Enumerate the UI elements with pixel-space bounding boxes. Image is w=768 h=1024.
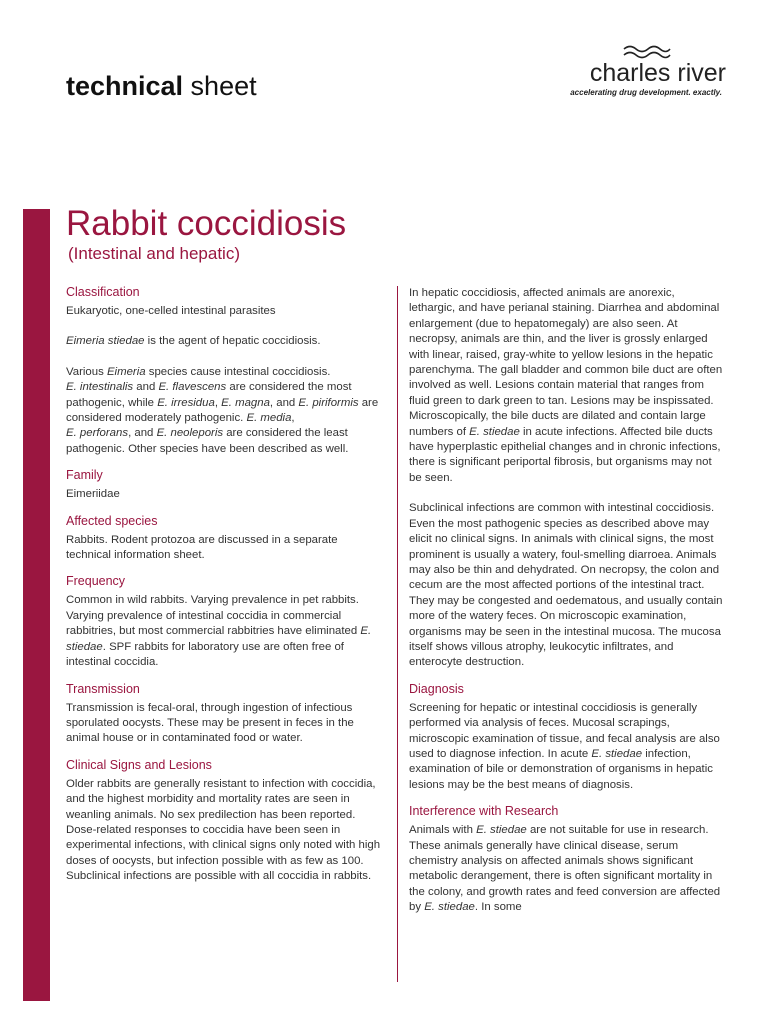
transmission-heading: Transmission <box>66 681 140 696</box>
classification-text-1: Eukaryotic, one-celled intestinal parasites <box>66 305 276 317</box>
species-name: Eimeria stiedae <box>66 335 145 348</box>
text-run: infection, examination of bile or demonstration of organisms in hepatic lesions may be the best means of diagnosis. <box>409 747 713 791</box>
family-text: Eimeriidae <box>66 488 120 501</box>
species-name: E. piriformis <box>298 396 359 409</box>
document-subtitle: (Intestinal and hepatic) <box>68 244 240 263</box>
species-name: E. neoleporis <box>156 427 224 440</box>
text-run: are not suitable for use in research. These animals generally have clinical disease, serum chemistry analysis on affected animals shows significant metabolic derangement, there is often significant mortality in the colony, and growth rates and feed conversion are affected by <box>409 824 721 914</box>
sheet-type-label <box>66 68 257 104</box>
species-name: E. stiedae <box>424 901 475 914</box>
text-run: , <box>214 396 222 409</box>
family-section <box>66 467 384 502</box>
transmission-text: Transmission is fecal-oral, through ingestion of infectious sporulated oocysts. These may be present in feces in the animal house or in contaminated food or water. <box>66 701 354 745</box>
interference-text <box>409 823 723 915</box>
species-name: E. stiedae <box>66 625 372 653</box>
text-run: are considered the most pathogenic, while <box>66 381 352 409</box>
right-column <box>397 286 723 982</box>
accent-side-bar <box>23 209 50 1001</box>
diagnosis-text <box>409 701 723 793</box>
frequency-text <box>66 593 384 670</box>
left-column <box>66 284 384 895</box>
text-run: are considered the least pathogenic. Other species have been described as well. <box>66 427 349 455</box>
clinical-signs-text-1: Older rabbits are generally resistant to infection with coccidia, and the highest morbidity and mortality rates are seen in weanling animals. No sex predilection has been reported. Dose-related responses to coccidia have been seen in experimental infections, with clinical signs only noted with high doses of oocysts, but infection possible with as few as 100. Subclinical infections are possible with all coccidia in rabbits. <box>66 777 381 883</box>
logo-name: charles river <box>589 59 726 87</box>
charles-river-logo <box>556 44 726 100</box>
interference-section <box>409 803 723 915</box>
text-run: are considered moderately pathogenic. <box>66 396 379 425</box>
classification-text-2 <box>66 334 384 349</box>
text-run: in acute infections. Affected bile ducts have hyperplastic epithelial changes and in chronic infections, there is significant periportal fibrosis, but organisms may not be seen. <box>409 425 721 484</box>
affected-species-heading: Affected species <box>66 513 158 528</box>
classification-section <box>66 284 384 457</box>
sheet-type-rest: sheet <box>183 71 257 101</box>
family-heading: Family <box>66 468 103 483</box>
diagnosis-section <box>409 681 723 793</box>
text-run: is the agent of hepatic coccidiosis. <box>144 335 321 348</box>
interference-heading: Interference with Research <box>409 804 559 819</box>
affected-species-section <box>66 513 384 564</box>
transmission-section <box>66 681 384 747</box>
sheet-type-bold: technical <box>66 71 184 101</box>
species-name: E. irresidua <box>157 396 215 409</box>
clinical-signs-text-3: Subclinical infections are common with intestinal coccidiosis. Even the most pathogenic species as described above may elicit no clinical signs. In animals with clinical signs, the most prominent is usually a watery, foul-smelling diarroea. Animals may also be thin and dehydrated. On necropsy, the colon and cecum are the most affected portions of the intestinal tract. They may be congested and oedematous, and usually contain more of the watery feces. On microscopic examination, organisms may be seen in the intestinal mucosa. The mucosa itself shows villous atrophy, leukocytic infiltrates, and enterocyte destruction. <box>409 502 723 669</box>
text-run: Screening for hepatic or intestinal coccidiosis is generally performed via analysis of feces. Mucosal scrapings, microscopic examination of tissue, and fecal analysis are also used to diagnose infection. In acute <box>409 701 720 760</box>
species-name: Eimeria <box>106 365 146 378</box>
text-run: , <box>291 412 295 425</box>
clinical-signs-heading: Clinical Signs and Lesions <box>66 757 212 772</box>
species-name: E. stiedae <box>469 425 520 438</box>
species-name: E. intestinalis <box>66 381 134 394</box>
species-name: E. perforans <box>66 427 129 440</box>
species-name: E. flavescens <box>158 381 227 394</box>
diagnosis-heading: Diagnosis <box>409 681 464 696</box>
text-run: , and <box>128 427 157 440</box>
logo-tagline: accelerating drug development. exactly. <box>570 88 722 97</box>
text-run: Various <box>66 365 107 378</box>
text-run: In hepatic coccidiosis, affected animals are anorexic, lethargic, and have perianal staining. Diarrhea and abdominal enlargement (due to hepatomegaly) are also seen. At necropsy, animals are thin, and the liver is grossly enlarged with linear, raised, gray-white to yellow lesions in the hepatic parenchyma. The gall bladder and common bile duct are often involved as well. Lesions contain material that ranges from fluid green to dark green to tan. Lesions may be inspissated. Microscopically, the bile ducts are dilated and contain large numbers of <box>409 287 723 438</box>
frequency-section <box>66 573 384 670</box>
text-run: , and <box>269 396 299 409</box>
species-name: E. stiedae <box>591 747 643 760</box>
affected-species-text: Rabbits. Rodent protozoa are discussed in a separate technical information sheet. <box>66 533 338 562</box>
document-title: Rabbit coccidiosis <box>66 204 347 243</box>
species-name: E. magna <box>221 396 270 409</box>
classification-heading: Classification <box>66 285 140 299</box>
text-run: and <box>133 381 159 394</box>
species-name: E. stiedae <box>476 824 527 837</box>
species-name: E. media <box>246 412 292 425</box>
text-run: Common in wild rabbits. Varying prevalence in pet rabbits. Varying prevalence of intestinal coccidia in commercial rabbitries, but most commercial rabbitries have eliminated <box>66 594 361 638</box>
classification-text-3 <box>66 365 384 457</box>
text-run: Animals with <box>409 824 477 837</box>
text-run: . In some <box>474 901 522 914</box>
text-run: species cause intestinal coccidiosis. <box>145 365 331 378</box>
text-run: . SPF rabbits for laboratory use are often free of intestinal coccidia. <box>66 640 344 669</box>
clinical-signs-section <box>66 757 384 885</box>
clinical-signs-text-2 <box>409 286 723 486</box>
frequency-heading: Frequency <box>66 574 126 589</box>
